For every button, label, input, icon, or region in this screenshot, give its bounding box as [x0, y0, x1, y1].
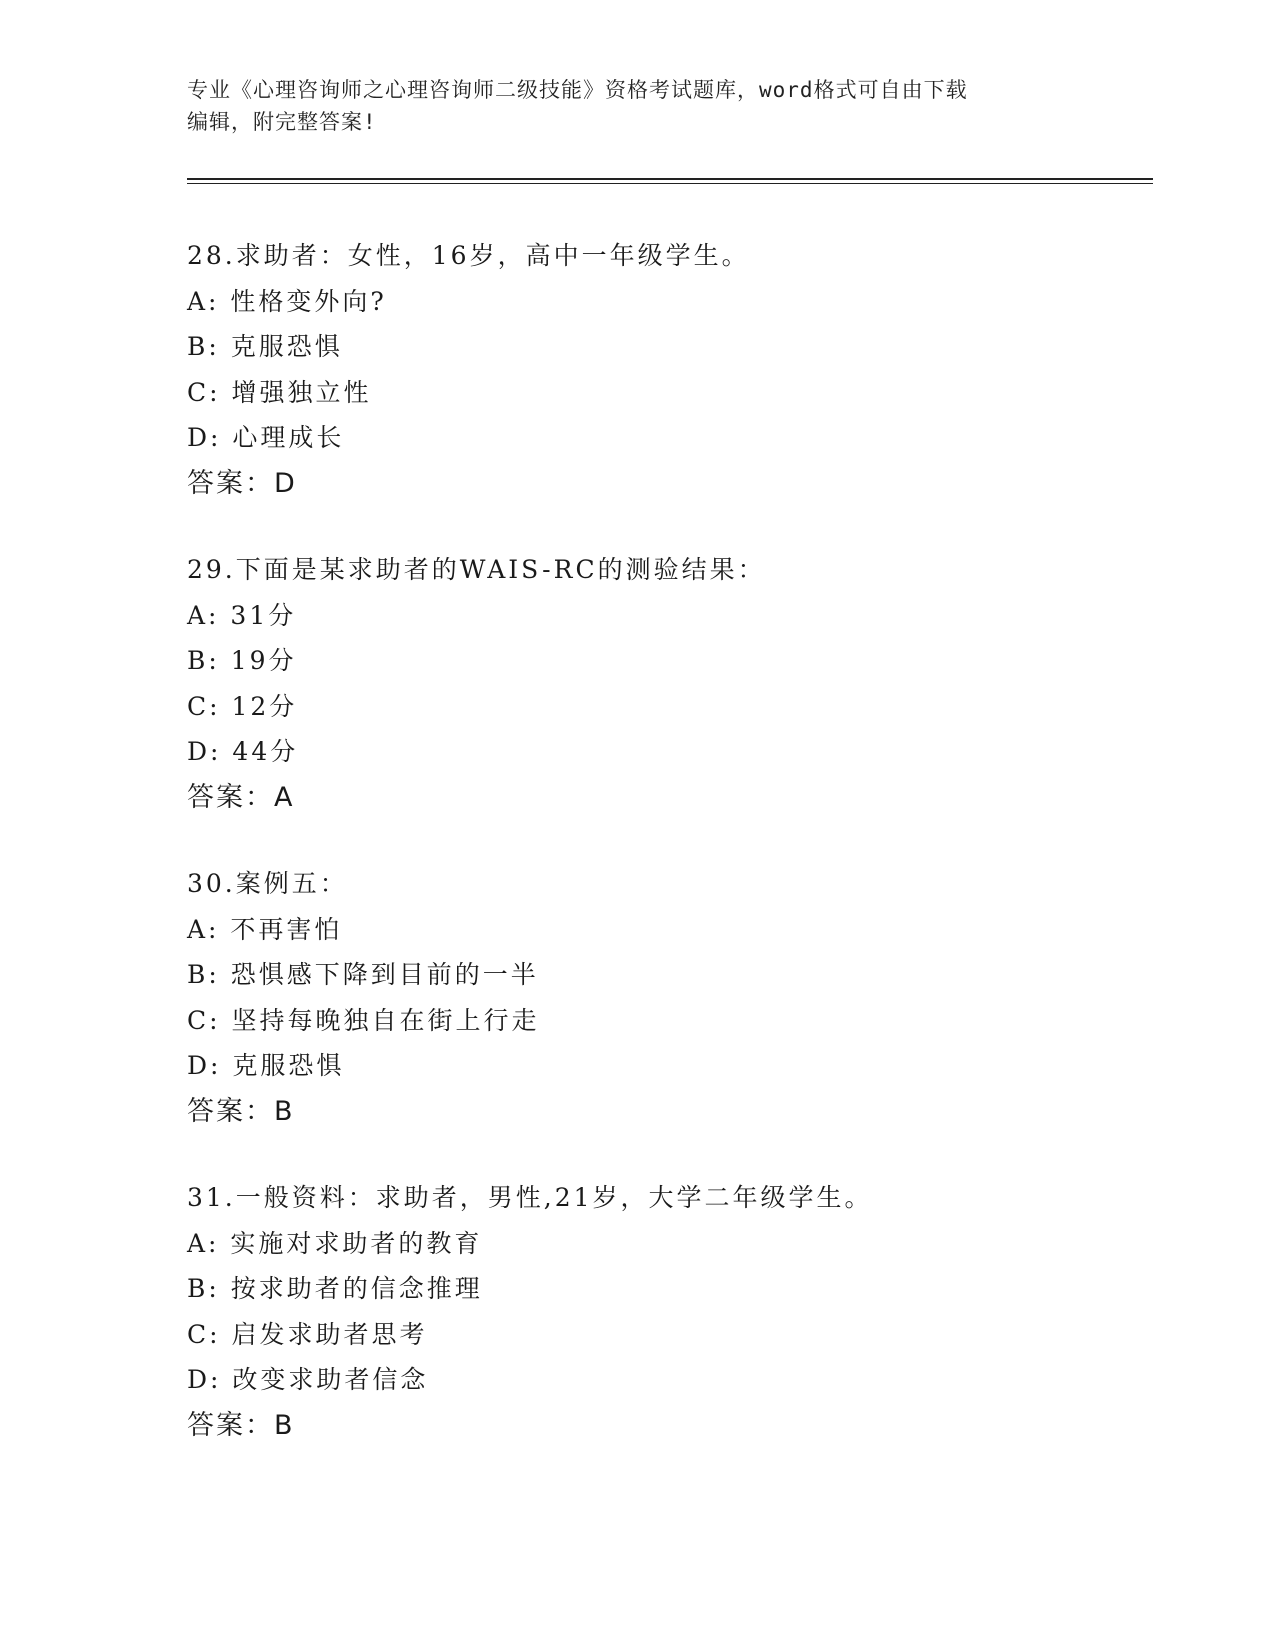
question-stem: 28.求助者：女性，16岁，高中一年级学生。: [187, 241, 750, 270]
option-b: B: 19分: [187, 646, 297, 675]
option-a: A: 不再害怕: [187, 914, 343, 944]
question-28: [187, 233, 1167, 506]
answer-line: 答案：D: [187, 467, 297, 499]
option-b: B: 按求助者的信念推理: [187, 1274, 483, 1303]
option-d: D: 心理成长: [187, 423, 345, 452]
answer-line: 答案：B: [187, 1409, 295, 1441]
answer-line: 答案：A: [187, 781, 295, 813]
header-divider-thick: [187, 178, 1153, 180]
option-a: A: 31分: [187, 600, 297, 630]
option-d: D: 44分: [187, 737, 299, 766]
option-a: A: 实施对求助者的教育: [187, 1228, 483, 1258]
option-d: D: 克服恐惧: [187, 1051, 345, 1080]
header-line-2: 编辑，附完整答案!: [187, 110, 377, 134]
answer-line: 答案：B: [187, 1095, 295, 1127]
header-line-1: 专业《心理咨询师之心理咨询师二级技能》资格考试题库，word格式可自由下载: [187, 78, 968, 102]
question-30: [187, 861, 1167, 1134]
question-stem: 29.下面是某求助者的WAIS-RC的测验结果：: [187, 555, 766, 584]
question-31: [187, 1175, 1167, 1448]
question-stem: 30.案例五：: [187, 869, 348, 898]
option-a: A: 性格变外向?: [187, 286, 387, 316]
header-divider-thin: [187, 183, 1153, 184]
option-c: C: 12分: [187, 691, 298, 721]
option-c: C: 启发求助者思考: [187, 1319, 428, 1349]
question-29: [187, 547, 1167, 820]
option-b: B: 克服恐惧: [187, 332, 343, 361]
question-list: [187, 233, 1167, 1489]
option-d: D: 改变求助者信念: [187, 1365, 429, 1394]
document-header: [187, 74, 1087, 138]
option-b: B: 恐惧感下降到目前的一半: [187, 960, 539, 989]
option-c: C: 坚持每晚独自在街上行走: [187, 1005, 540, 1035]
option-c: C: 增强独立性: [187, 377, 372, 407]
question-stem: 31.一般资料：求助者，男性,21岁，大学二年级学生。: [187, 1183, 873, 1212]
